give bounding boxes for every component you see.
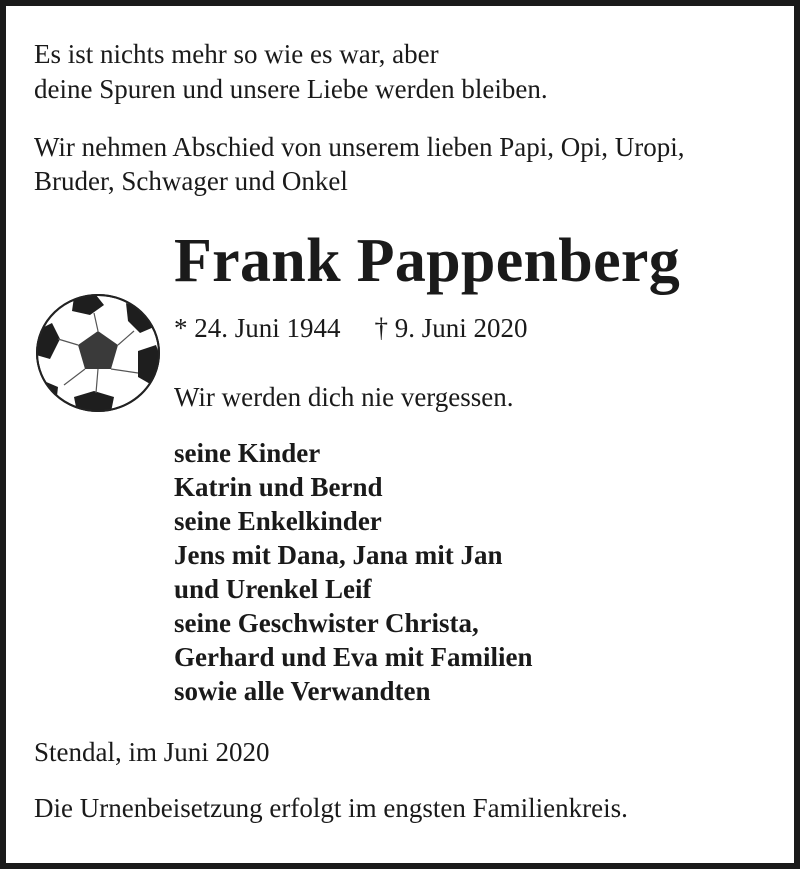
family-line: Jens mit Dana, Jana mit Jan (174, 540, 503, 570)
soccer-ball-icon (34, 293, 162, 417)
intro-line-1: Es ist nichts mehr so wie es war, aber (34, 39, 439, 69)
family-line: Gerhard und Eva mit Familien (174, 642, 533, 672)
remembrance-line: Wir werden dich nie vergessen. (174, 382, 514, 412)
intro-line-2: deine Spuren und unsere Liebe werden bleiben. (34, 74, 548, 104)
death-date: † 9. Juni 2020 (374, 313, 528, 343)
family-line: sowie alle Verwandten (174, 676, 431, 706)
family-list (174, 436, 533, 708)
birth-date: * 24. Juni 1944 (174, 313, 341, 343)
deceased-name: Frank Pappenberg (174, 227, 681, 295)
family-line: seine Kinder (174, 438, 321, 468)
farewell-line-2: Bruder, Schwager und Onkel (34, 166, 348, 196)
family-line: Katrin und Bernd (174, 472, 383, 502)
family-line: seine Geschwister Christa, (174, 608, 479, 638)
burial-note: Die Urnenbeisetzung erfolgt im engsten Familienkreis. (34, 793, 628, 823)
life-dates (174, 312, 528, 344)
family-line: und Urenkel Leif (174, 574, 372, 604)
family-line: seine Enkelkinder (174, 506, 382, 536)
farewell-line-1: Wir nehmen Abschied von unserem lieben Papi, Opi, Uropi, (34, 132, 685, 162)
place-date: Stendal, im Juni 2020 (34, 737, 270, 767)
